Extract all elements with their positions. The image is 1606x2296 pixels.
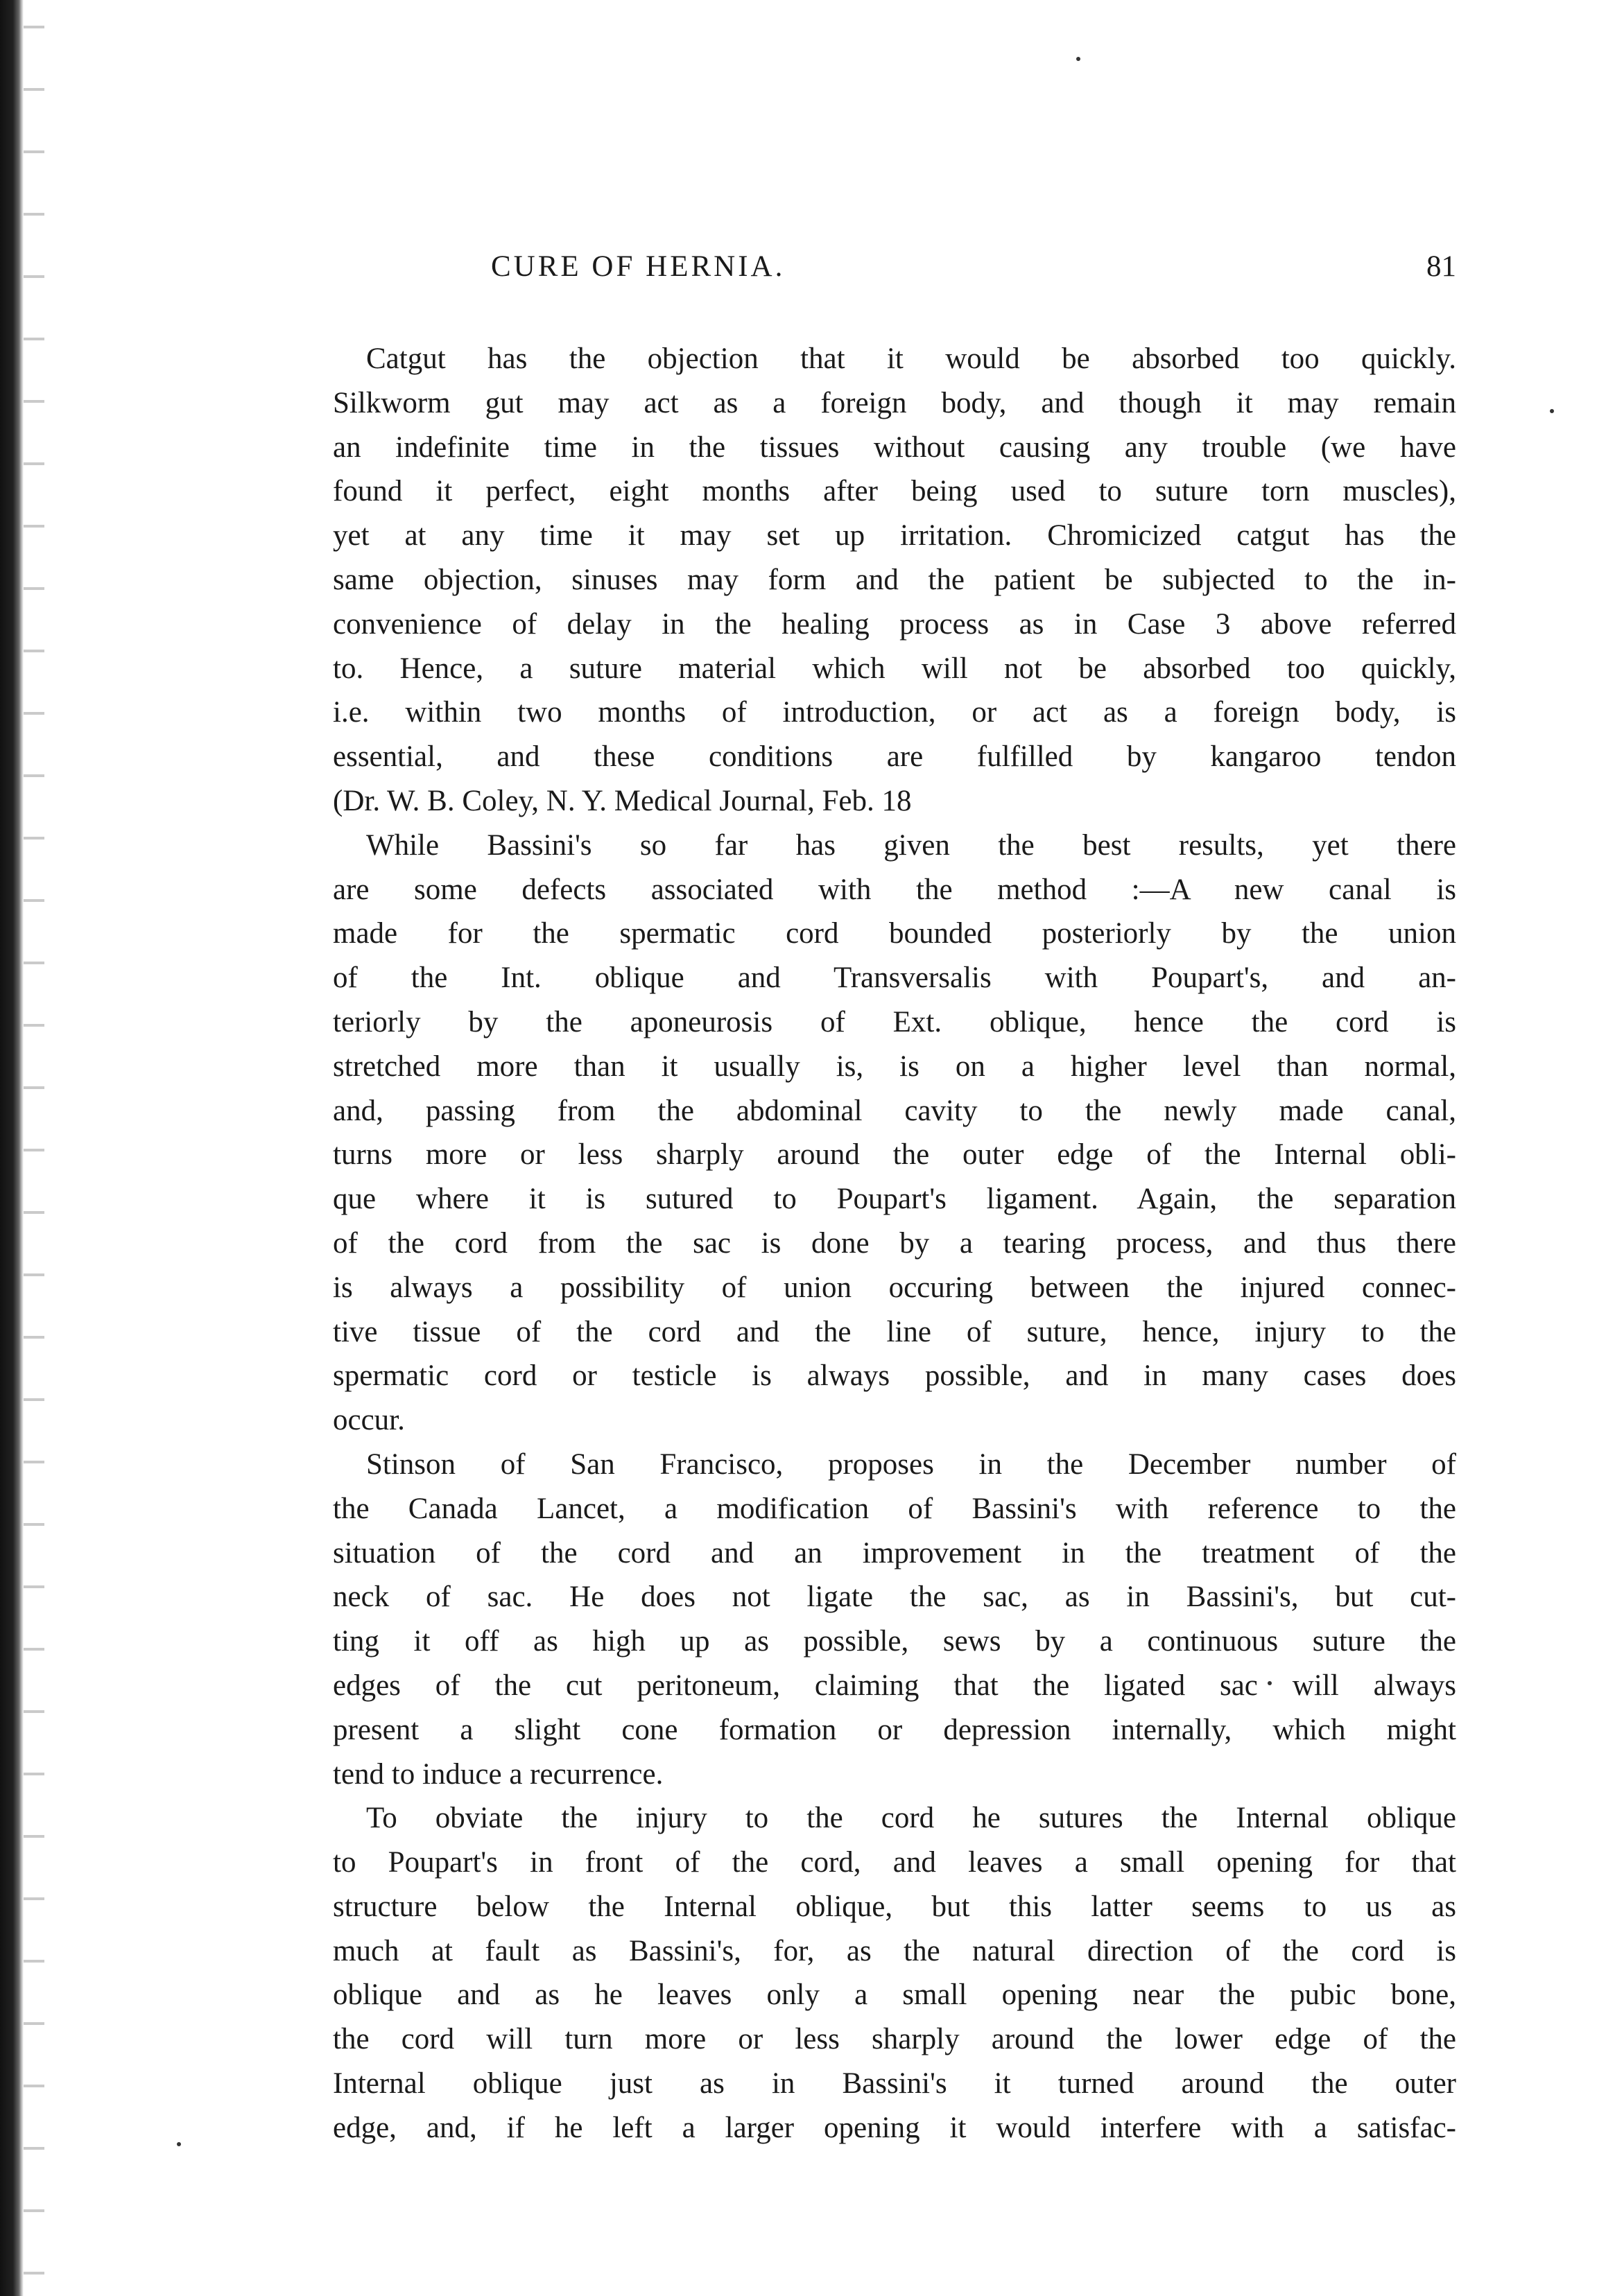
text-line: tive tissue of the cord and the line of suture, hence, injury to the: [333, 1315, 1456, 1348]
book-spine-shadow: [0, 0, 24, 2296]
ink-speck: [177, 2142, 181, 2146]
text-line: much at fault as Bassini's, for, as the natural direction of the cord is: [333, 1934, 1456, 1967]
text-line: are some defects associated with the method :—A new canal is: [333, 873, 1456, 906]
text-line: same objection, sinuses may form and the patient be subjected to the in-: [333, 563, 1456, 596]
text-line: essential, and these conditions are fulfilled by kangaroo tendon: [333, 740, 1456, 774]
text-line: To obviate the injury to the cord he sutures the Internal oblique: [366, 1802, 1456, 1835]
text-line: Silkworm gut may act as a foreign body, and though it may remain: [333, 386, 1456, 419]
text-line: made for the spermatic cord bounded posteriorly by the union: [333, 917, 1456, 950]
text-line: to Poupart's in front of the cord, and leaves a small opening for that: [333, 1846, 1456, 1879]
text-line: neck of sac. He does not ligate the sac, as in Bassini's, but cut-: [333, 1581, 1456, 1614]
text-line: (Dr. W. B. Coley, N. Y. Medical Journal, Feb. 18: [333, 784, 912, 817]
text-line: tend to induce a recurrence.: [333, 1757, 664, 1791]
paragraph: [333, 337, 1456, 824]
text-line: found it perfect, eight months after being used to suture torn muscles),: [333, 475, 1456, 508]
text-line: edges of the cut peritoneum, claiming that the ligated sac will always: [333, 1669, 1456, 1702]
text-line: an indefinite time in the tissues without causing any trouble (we have: [333, 430, 1456, 464]
page-number: 81: [1426, 250, 1456, 283]
text-line: Stinson of San Francisco, proposes in the December number of: [366, 1447, 1456, 1481]
ink-speck: [1550, 409, 1554, 413]
ink-speck: [1076, 57, 1080, 61]
text-line: stretched more than it usually is, is on a higher level than normal,: [333, 1050, 1456, 1083]
text-line: ting it off as high up as possible, sews by a continuous suture the: [333, 1625, 1456, 1658]
text-line: Catgut has the objection that it would be absorbed too quickly.: [366, 342, 1456, 375]
text-line: teriorly by the aponeurosis of Ext. oblique, hence the cord is: [333, 1005, 1456, 1038]
text-line: present a slight cone formation or depression internally, which might: [333, 1713, 1456, 1746]
paragraph: [333, 1443, 1456, 1796]
text-line: spermatic cord or testicle is always possible, and in many cases does: [333, 1359, 1456, 1393]
text-line: occur.: [333, 1404, 405, 1437]
text-line: yet at any time it may set up irritation. Chromicized catgut has the: [333, 519, 1456, 553]
text-line: convenience of delay in the healing process as in Case 3 above referred: [333, 607, 1456, 641]
text-line: While Bassini's so far has given the best results, yet there: [366, 828, 1456, 862]
running-title: CURE OF HERNIA.: [491, 250, 786, 283]
text-line: i.e. within two months of introduction, or act as a foreign body, is: [333, 696, 1456, 729]
text-line: of the cord from the sac is done by a tearing process, and thus there: [333, 1226, 1456, 1260]
paragraph: [333, 1796, 1456, 2150]
binding-marks: [24, 0, 44, 2296]
text-line: and, passing from the abdominal cavity to the newly made canal,: [333, 1094, 1456, 1127]
text-line: situation of the cord and an improvement in the treatment of the: [333, 1536, 1456, 1569]
text-line: oblique and as he leaves only a small opening near the pubic bone,: [333, 1978, 1456, 2012]
body-text: [333, 337, 1456, 2150]
text-line: edge, and, if he left a larger opening it would interfere with a satisfac-: [333, 2111, 1456, 2144]
text-line: structure below the Internal oblique, but this latter seems to us as: [333, 1890, 1456, 1923]
text-line: que where it is sutured to Poupart's ligament. Again, the separation: [333, 1183, 1456, 1216]
text-line: of the Int. oblique and Transversalis with Poupart's, and an-: [333, 962, 1456, 995]
text-line: is always a possibility of union occuring between the injured connec-: [333, 1271, 1456, 1304]
text-line: turns more or less sharply around the outer edge of the Internal obli-: [333, 1138, 1456, 1172]
text-line: to. Hence, a suture material which will not be absorbed too quickly,: [333, 652, 1456, 685]
text-line: Internal oblique just as in Bassini's it turned around the outer: [333, 2067, 1456, 2101]
text-line: the cord will turn more or less sharply around the lower edge of the: [333, 2023, 1456, 2056]
page-header: [333, 250, 1456, 298]
text-line: the Canada Lancet, a modification of Bassini's with reference to the: [333, 1492, 1456, 1525]
paragraph: [333, 824, 1456, 1443]
